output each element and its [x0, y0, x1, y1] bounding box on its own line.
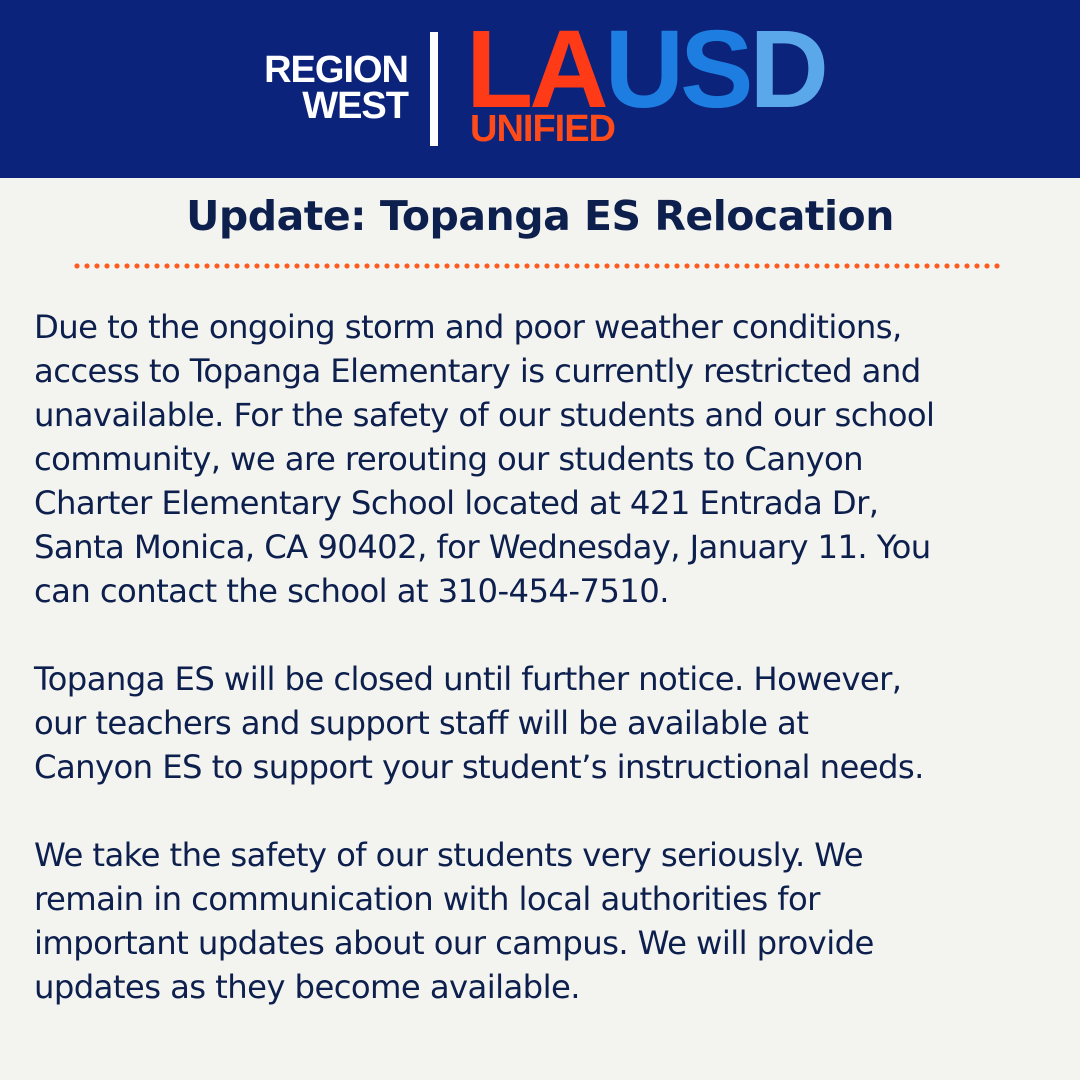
logo-letter-a: A	[529, 8, 605, 131]
header-banner	[0, 0, 1080, 178]
logo-letter-s: S	[680, 8, 750, 131]
page-title: Update: Topanga ES Relocation	[186, 192, 894, 240]
region-label	[230, 49, 408, 127]
paragraph-closure: Topanga ES will be closed until further notice. However, our teachers and support staff will be available at Canyon ES to support your student’s instructional needs.	[34, 660, 924, 786]
region-line-1: REGION	[264, 49, 408, 91]
region-line-2: WEST	[302, 85, 408, 127]
announcement-body	[34, 305, 1074, 1053]
paragraph-relocation: Due to the ongoing storm and poor weather conditions, access to Topanga Elementary is currently restricted and unavailable. For the safety of our students and our school community, we are rerouting our students to Canyon Charter Elementary School located at 421 Entrada Dr, Santa Monica, CA 90402, for Wednesday, January 11. You can contact the school at 310-454-7510.	[34, 308, 935, 610]
logo-letter-d: D	[749, 8, 825, 131]
logo-letter-l: L	[466, 8, 530, 131]
paragraph-safety: We take the safety of our students very seriously. We remain in communication with local authorities for important updates about our campus. We will provide updates as they become available.	[34, 836, 874, 1006]
logo-divider	[430, 32, 438, 146]
logo-subtitle: UNIFIED	[470, 108, 615, 150]
logo-letter-u: U	[604, 8, 681, 131]
dotted-divider	[72, 262, 1002, 270]
